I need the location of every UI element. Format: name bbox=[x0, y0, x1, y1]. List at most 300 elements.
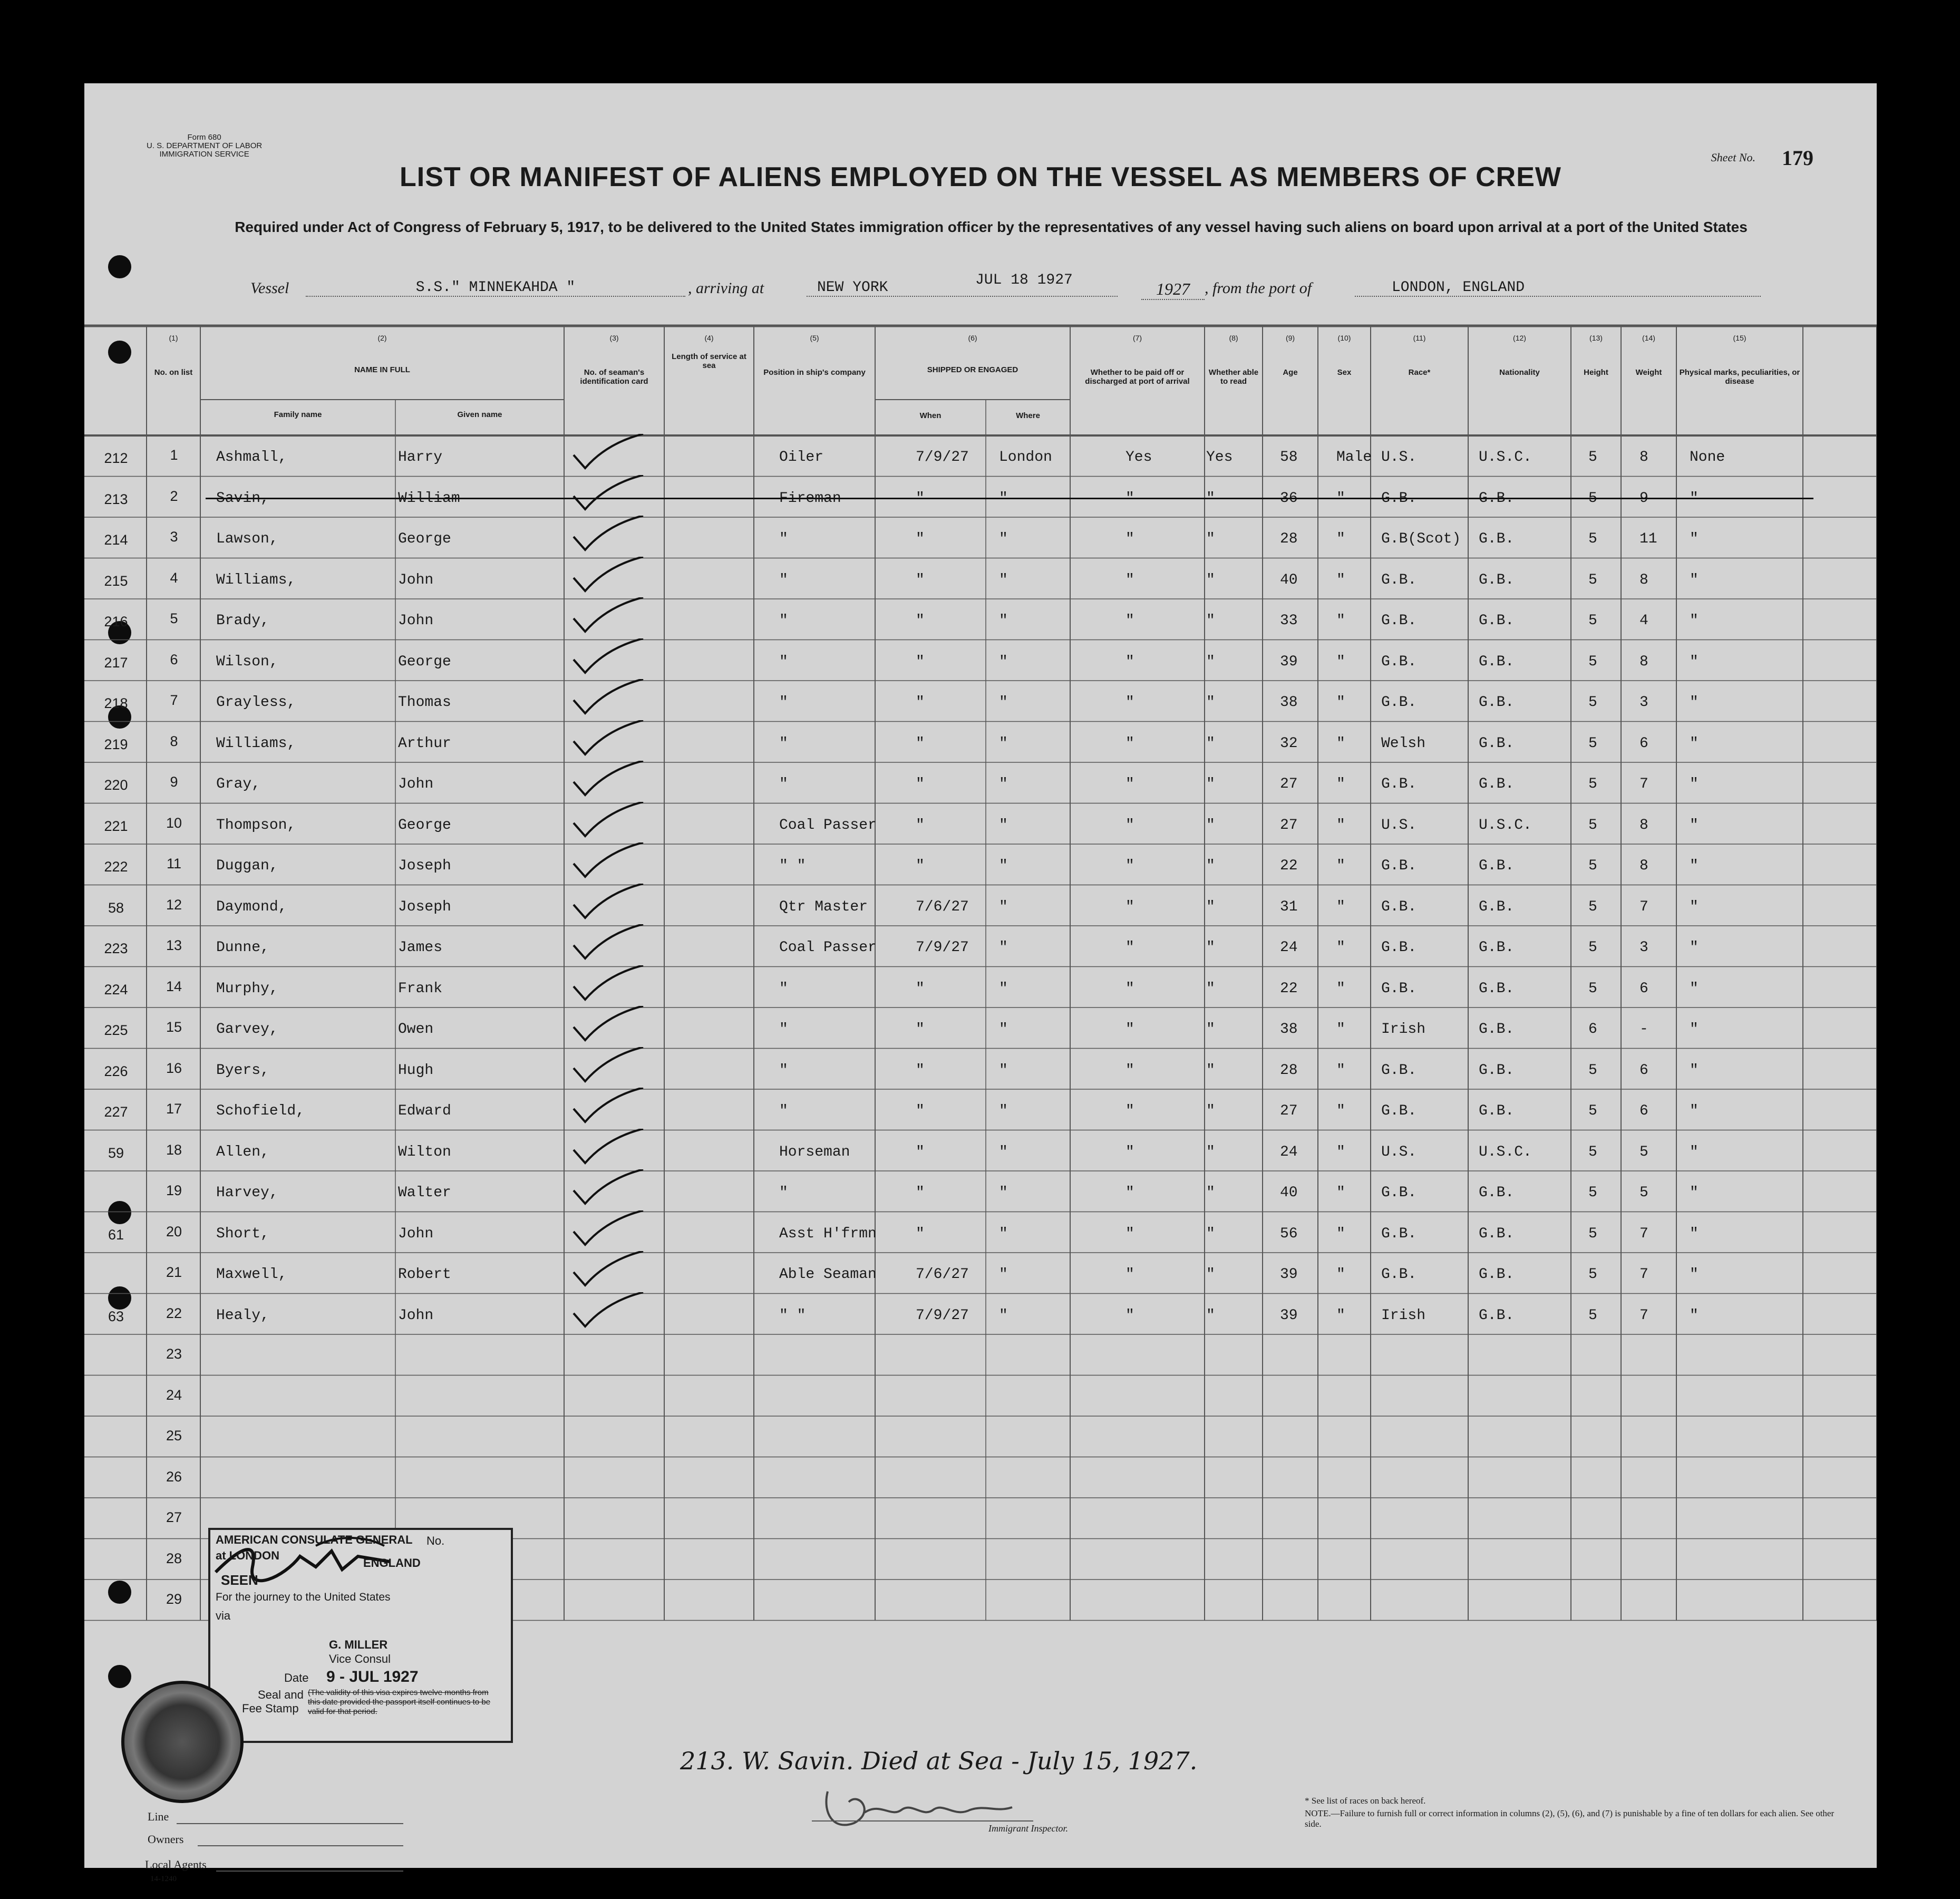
cell-age: 28 bbox=[1280, 531, 1298, 547]
cell-family: Maxwell, bbox=[216, 1266, 287, 1283]
cell-paid: " bbox=[1125, 1144, 1134, 1160]
cell-position: " bbox=[779, 571, 788, 588]
cell-paid: " bbox=[1125, 1103, 1134, 1119]
cell-race: U.S. bbox=[1381, 817, 1417, 834]
cell-where: " bbox=[999, 1062, 1008, 1079]
cell-read: " bbox=[1206, 1225, 1215, 1242]
cell-position: " bbox=[779, 776, 788, 792]
cell-read: " bbox=[1206, 1021, 1215, 1038]
cell-given: Owen bbox=[398, 1021, 434, 1038]
cell-marks: " bbox=[1690, 490, 1699, 507]
stamp-officer: G. MILLER bbox=[329, 1638, 388, 1651]
cell-paid: " bbox=[1125, 613, 1134, 629]
cell-given: Joseph bbox=[398, 898, 451, 915]
checkmark-icon bbox=[569, 1210, 648, 1253]
cell-sex: " bbox=[1336, 1185, 1345, 1201]
cell-read: " bbox=[1206, 1307, 1215, 1324]
cell-marks: " bbox=[1690, 939, 1699, 956]
row-reference-number: 214 bbox=[104, 532, 128, 548]
cell-nat: G.B. bbox=[1479, 1307, 1515, 1324]
cell-read: " bbox=[1206, 858, 1215, 874]
agents-underline bbox=[216, 1871, 403, 1872]
column-header: Where bbox=[1016, 411, 1040, 420]
cell-read: " bbox=[1206, 735, 1215, 752]
checkmark-icon bbox=[569, 1006, 648, 1048]
stamp-validity: (The validity of this visa expires twelve months from this date provided the passport itself continues to be valid for that period. bbox=[308, 1688, 491, 1716]
column-header: No. of seaman's identification card bbox=[580, 368, 648, 386]
cell-sex: " bbox=[1336, 653, 1345, 670]
column-header: Position in ship's company bbox=[763, 368, 866, 377]
row-number: 7 bbox=[170, 692, 178, 708]
checkmark-icon bbox=[569, 516, 648, 558]
checkmark-icon bbox=[569, 884, 648, 926]
department: U. S. DEPARTMENT OF LABOR bbox=[147, 141, 263, 150]
cell-where: " bbox=[999, 1185, 1008, 1201]
cell-marks: " bbox=[1690, 1144, 1699, 1160]
cell-family: Schofield, bbox=[216, 1103, 305, 1119]
cell-height: 5 bbox=[1588, 1307, 1597, 1324]
cell-when: 7/9/27 bbox=[916, 449, 969, 466]
cell-sex: Male bbox=[1336, 449, 1372, 466]
cell-when: " bbox=[916, 653, 925, 670]
stamp-seen: SEEN bbox=[221, 1572, 258, 1588]
sheet-label: Sheet No. bbox=[1711, 151, 1755, 164]
row-reference-number: 220 bbox=[104, 777, 128, 793]
cell-height: 5 bbox=[1588, 1144, 1597, 1160]
column-header: Nationality bbox=[1499, 368, 1540, 377]
cell-family: Byers, bbox=[216, 1062, 269, 1079]
column-number: (6) bbox=[968, 334, 977, 342]
cell-given: John bbox=[398, 613, 434, 629]
cell-marks: " bbox=[1690, 1103, 1699, 1119]
column-number: (8) bbox=[1229, 334, 1238, 342]
cell-marks: " bbox=[1690, 531, 1699, 547]
cell-marks: " bbox=[1690, 1266, 1699, 1283]
cell-age: 24 bbox=[1280, 1144, 1298, 1160]
cell-where: " bbox=[999, 1021, 1008, 1038]
line-underline bbox=[177, 1823, 403, 1824]
cell-sex: " bbox=[1336, 1021, 1345, 1038]
cell-height: 5 bbox=[1588, 1185, 1597, 1201]
cell-when: " bbox=[916, 613, 925, 629]
cell-weight: 7 bbox=[1639, 776, 1648, 792]
cell-marks: " bbox=[1690, 571, 1699, 588]
row-number: 9 bbox=[170, 774, 178, 790]
cell-height: 5 bbox=[1588, 1266, 1597, 1283]
cell-family: Duggan, bbox=[216, 858, 278, 874]
row-number: 1 bbox=[170, 447, 178, 463]
cell-position: " " bbox=[779, 858, 806, 874]
cell-weight: 8 bbox=[1639, 858, 1648, 874]
row-number: 15 bbox=[166, 1019, 182, 1035]
checkmark-icon bbox=[569, 557, 648, 599]
column-header: Physical marks, peculiarities, or disease bbox=[1679, 368, 1800, 386]
cell-paid: " bbox=[1125, 490, 1134, 507]
row-number: 26 bbox=[166, 1468, 182, 1485]
cell-position: " bbox=[779, 735, 788, 752]
cell-read: Yes bbox=[1206, 449, 1233, 466]
cell-age: 36 bbox=[1280, 490, 1298, 507]
column-number: (10) bbox=[1337, 334, 1351, 342]
cell-age: 28 bbox=[1280, 1062, 1298, 1079]
cell-height: 5 bbox=[1588, 776, 1597, 792]
cell-race: G.B. bbox=[1381, 898, 1417, 915]
cell-weight: 6 bbox=[1639, 1103, 1648, 1119]
cell-family: Short, bbox=[216, 1225, 269, 1242]
cell-race: G.B. bbox=[1381, 571, 1417, 588]
cell-weight: 8 bbox=[1639, 449, 1648, 466]
column-number: (15) bbox=[1733, 334, 1746, 342]
row-number: 22 bbox=[166, 1305, 182, 1321]
form-number: Form 680 bbox=[187, 133, 221, 142]
row-number: 25 bbox=[166, 1428, 182, 1443]
cell-position: Asst H'frmn bbox=[779, 1225, 877, 1242]
cell-family: Murphy, bbox=[216, 980, 278, 997]
stamp-consulate: AMERICAN CONSULATE GENERAL bbox=[216, 1533, 413, 1546]
column-number: (14) bbox=[1642, 334, 1655, 342]
cell-weight: 7 bbox=[1639, 898, 1648, 915]
cell-given: John bbox=[398, 776, 434, 792]
cell-read: " bbox=[1206, 1103, 1215, 1119]
cell-given: George bbox=[398, 817, 451, 834]
cell-family: Grayless, bbox=[216, 694, 296, 711]
cell-race: G.B. bbox=[1381, 694, 1417, 711]
row-number: 16 bbox=[166, 1060, 182, 1076]
checkmark-icon bbox=[569, 475, 648, 517]
cell-given: Edward bbox=[398, 1103, 451, 1119]
cell-age: 40 bbox=[1280, 571, 1298, 588]
cell-read: " bbox=[1206, 531, 1215, 547]
cell-position: Qtr Master bbox=[779, 898, 868, 915]
cell-where: " bbox=[999, 735, 1008, 752]
column-number: (9) bbox=[1285, 334, 1295, 342]
cell-paid: " bbox=[1125, 1266, 1134, 1283]
cell-given: Frank bbox=[398, 980, 443, 997]
cell-sex: " bbox=[1336, 1103, 1345, 1119]
cell-height: 5 bbox=[1588, 571, 1597, 588]
column-number: (7) bbox=[1132, 334, 1142, 342]
cell-paid: " bbox=[1125, 1062, 1134, 1079]
consulate-seal-icon bbox=[121, 1681, 244, 1803]
cell-when: " bbox=[916, 1103, 925, 1119]
cell-race: G.B. bbox=[1381, 858, 1417, 874]
cell-paid: " bbox=[1125, 571, 1134, 588]
inspector-underline bbox=[812, 1820, 1033, 1822]
vessel-label: Vessel bbox=[250, 279, 289, 297]
cell-paid: Yes bbox=[1125, 449, 1152, 466]
cell-read: " bbox=[1206, 980, 1215, 997]
row-number: 13 bbox=[166, 937, 182, 953]
cell-nat: G.B. bbox=[1479, 776, 1515, 792]
column-number: (3) bbox=[609, 334, 619, 342]
cell-nat: G.B. bbox=[1479, 1103, 1515, 1119]
cell-given: John bbox=[398, 1307, 434, 1324]
row-number: 28 bbox=[166, 1550, 182, 1566]
cell-race: G.B. bbox=[1381, 490, 1417, 507]
cell-position: Able Seaman bbox=[779, 1266, 877, 1283]
cell-race: Welsh bbox=[1381, 735, 1426, 752]
cell-sex: " bbox=[1336, 776, 1345, 792]
cell-position: " bbox=[779, 1185, 788, 1201]
cell-weight: 5 bbox=[1639, 1144, 1648, 1160]
penalty-note: NOTE.—Failure to furnish full or correct information in columns (2), (5), (6), and (7) is punishable by a fine of ten dollars for each alien. See other side. bbox=[1305, 1808, 1835, 1829]
cell-position: " bbox=[779, 1021, 788, 1038]
cell-when: " bbox=[916, 776, 925, 792]
cell-position: " bbox=[779, 1103, 788, 1119]
column-number: (5) bbox=[810, 334, 819, 342]
cell-given: Arthur bbox=[398, 735, 451, 752]
cell-when: " bbox=[916, 694, 925, 711]
cell-marks: " bbox=[1690, 735, 1699, 752]
cell-sex: " bbox=[1336, 694, 1345, 711]
cell-when: " bbox=[916, 858, 925, 874]
cell-marks: " bbox=[1690, 776, 1699, 792]
cell-sex: " bbox=[1336, 858, 1345, 874]
stamp-fee-label: Fee Stamp bbox=[242, 1702, 299, 1715]
cell-given: Harry bbox=[398, 449, 443, 466]
cell-sex: " bbox=[1336, 1266, 1345, 1283]
strike-through-line bbox=[206, 498, 1813, 499]
cell-given: William bbox=[398, 490, 460, 507]
cell-race: Irish bbox=[1381, 1307, 1426, 1324]
cell-age: 58 bbox=[1280, 449, 1298, 466]
cell-height: 5 bbox=[1588, 1225, 1597, 1242]
checkmark-icon bbox=[569, 638, 648, 681]
cell-race: U.S. bbox=[1381, 449, 1417, 466]
row-reference-number: 213 bbox=[104, 491, 128, 507]
service-name: IMMIGRATION SERVICE bbox=[159, 150, 249, 159]
cell-where: " bbox=[999, 653, 1008, 670]
cell-family: Dunne, bbox=[216, 939, 269, 956]
row-reference-number: 221 bbox=[104, 818, 128, 834]
inspector-label: Immigrant Inspector. bbox=[988, 1823, 1068, 1834]
column-header: Sex bbox=[1337, 368, 1352, 377]
checkmark-icon bbox=[569, 761, 648, 803]
cell-sex: " bbox=[1336, 735, 1345, 752]
cell-nat: G.B. bbox=[1479, 1266, 1515, 1283]
cell-race: Irish bbox=[1381, 1021, 1426, 1038]
row-number: 4 bbox=[170, 569, 178, 586]
cell-where: " bbox=[999, 1225, 1008, 1242]
column-header: Weight bbox=[1635, 368, 1662, 377]
cell-given: John bbox=[398, 571, 434, 588]
cell-position: " bbox=[779, 694, 788, 711]
cell-given: Joseph bbox=[398, 858, 451, 874]
owners-underline bbox=[198, 1845, 403, 1846]
cell-position: " bbox=[779, 980, 788, 997]
cell-sex: " bbox=[1336, 490, 1345, 507]
cell-nat: U.S.C. bbox=[1479, 449, 1532, 466]
cell-height: 5 bbox=[1588, 653, 1597, 670]
cell-height: 5 bbox=[1588, 613, 1597, 629]
cell-marks: " bbox=[1690, 817, 1699, 834]
cell-height: 5 bbox=[1588, 531, 1597, 547]
cell-read: " bbox=[1206, 653, 1215, 670]
cell-paid: " bbox=[1125, 1225, 1134, 1242]
cell-read: " bbox=[1206, 1266, 1215, 1283]
cell-where: " bbox=[999, 1307, 1008, 1324]
checkmark-icon bbox=[569, 1047, 648, 1089]
cell-weight: 3 bbox=[1639, 694, 1648, 711]
cell-when: 7/6/27 bbox=[916, 898, 969, 915]
cell-weight: 7 bbox=[1639, 1307, 1648, 1324]
cell-age: 56 bbox=[1280, 1225, 1298, 1242]
cell-weight: 5 bbox=[1639, 1185, 1648, 1201]
cell-given: Walter bbox=[398, 1185, 451, 1201]
consulate-stamp bbox=[208, 1528, 513, 1743]
cell-paid: " bbox=[1125, 531, 1134, 547]
cell-race: G.B. bbox=[1381, 1103, 1417, 1119]
cell-where: " bbox=[999, 613, 1008, 629]
cell-age: 32 bbox=[1280, 735, 1298, 752]
cell-family: Allen, bbox=[216, 1144, 269, 1160]
cell-position: " bbox=[779, 613, 788, 629]
column-header: Whether to be paid off or discharged at port of arrival bbox=[1085, 368, 1190, 386]
cell-weight: 8 bbox=[1639, 571, 1648, 588]
checkmark-icon bbox=[569, 1169, 648, 1212]
cell-weight: 8 bbox=[1639, 817, 1648, 834]
row-number: 23 bbox=[166, 1346, 182, 1362]
cell-read: " bbox=[1206, 1144, 1215, 1160]
cell-read: " bbox=[1206, 776, 1215, 792]
cell-paid: " bbox=[1125, 694, 1134, 711]
row-reference-number: 215 bbox=[104, 573, 128, 589]
cell-height: 5 bbox=[1588, 449, 1597, 466]
cell-paid: " bbox=[1125, 817, 1134, 834]
vessel-name: S.S." MINNEKAHDA " bbox=[306, 279, 685, 297]
cell-when: " bbox=[916, 531, 925, 547]
cell-sex: " bbox=[1336, 980, 1345, 997]
cell-where: " bbox=[999, 571, 1008, 588]
cell-read: " bbox=[1206, 613, 1215, 629]
cell-where: " bbox=[999, 898, 1008, 915]
row-reference-number: 59 bbox=[108, 1145, 124, 1161]
cell-given: Wilton bbox=[398, 1144, 451, 1160]
cell-position: Horseman bbox=[779, 1144, 850, 1160]
column-number: (1) bbox=[169, 334, 178, 342]
cell-read: " bbox=[1206, 694, 1215, 711]
column-header: When bbox=[919, 411, 942, 420]
cell-marks: " bbox=[1690, 858, 1699, 874]
cell-given: George bbox=[398, 531, 451, 547]
cell-nat: G.B. bbox=[1479, 490, 1515, 507]
cell-height: 5 bbox=[1588, 735, 1597, 752]
cell-weight: 11 bbox=[1639, 531, 1657, 547]
cell-nat: G.B. bbox=[1479, 939, 1515, 956]
checkmark-icon bbox=[569, 924, 648, 966]
row-number: 17 bbox=[166, 1101, 182, 1117]
cell-paid: " bbox=[1125, 1307, 1134, 1324]
stamp-via: via bbox=[216, 1609, 231, 1622]
cell-race: G.B. bbox=[1381, 939, 1417, 956]
cell-where: " bbox=[999, 980, 1008, 997]
row-reference-number: 219 bbox=[104, 736, 128, 752]
cell-age: 27 bbox=[1280, 776, 1298, 792]
agents-label: Local Agents bbox=[145, 1858, 207, 1871]
cell-when: " bbox=[916, 1144, 925, 1160]
column-header: Given name bbox=[457, 410, 502, 419]
page-title: LIST OR MANIFEST OF ALIENS EMPLOYED ON THE VESSEL AS MEMBERS OF CREW bbox=[400, 162, 1561, 192]
stamp-city: at LONDON bbox=[216, 1549, 279, 1562]
cell-family: Thompson, bbox=[216, 817, 296, 834]
cell-height: 5 bbox=[1588, 817, 1597, 834]
cell-read: " bbox=[1206, 817, 1215, 834]
row-number: 8 bbox=[170, 733, 178, 749]
cell-given: Thomas bbox=[398, 694, 451, 711]
cell-race: U.S. bbox=[1381, 1144, 1417, 1160]
column-number: (4) bbox=[704, 334, 714, 342]
from-label: , from the port of bbox=[1205, 279, 1312, 297]
cell-weight: 8 bbox=[1639, 653, 1648, 670]
arriving-label: , arriving at bbox=[688, 279, 764, 297]
checkmark-icon bbox=[569, 1088, 648, 1130]
cell-where: London bbox=[999, 449, 1052, 466]
cell-age: 33 bbox=[1280, 613, 1298, 629]
row-number: 2 bbox=[170, 488, 178, 504]
stamp-date: 9 - JUL 1927 bbox=[326, 1668, 419, 1685]
cell-race: G.B. bbox=[1381, 653, 1417, 670]
cell-family: Brady, bbox=[216, 613, 269, 629]
cell-race: G.B(Scot) bbox=[1381, 531, 1461, 547]
cell-sex: " bbox=[1336, 613, 1345, 629]
cell-height: 6 bbox=[1588, 1021, 1597, 1038]
cell-when: " bbox=[916, 490, 925, 507]
cell-when: " bbox=[916, 1021, 925, 1038]
cell-read: " bbox=[1206, 571, 1215, 588]
column-header: NAME IN FULL bbox=[354, 365, 410, 374]
cell-when: " bbox=[916, 571, 925, 588]
cell-nat: G.B. bbox=[1479, 980, 1515, 997]
cell-position: " bbox=[779, 531, 788, 547]
cell-age: 22 bbox=[1280, 858, 1298, 874]
stamp-country: ENGLAND bbox=[363, 1556, 421, 1569]
cell-family: Healy, bbox=[216, 1307, 269, 1324]
cell-nat: G.B. bbox=[1479, 613, 1515, 629]
row-reference-number: 58 bbox=[108, 899, 124, 916]
column-header: Family name bbox=[274, 410, 322, 419]
checkmark-icon bbox=[569, 842, 648, 885]
checkmark-icon bbox=[569, 679, 648, 721]
cell-nat: G.B. bbox=[1479, 653, 1515, 670]
cell-paid: " bbox=[1125, 776, 1134, 792]
cell-sex: " bbox=[1336, 531, 1345, 547]
cell-sex: " bbox=[1336, 817, 1345, 834]
arrival-year: 1927 bbox=[1141, 279, 1205, 300]
cell-position: Fireman bbox=[779, 490, 841, 507]
cell-nat: G.B. bbox=[1479, 735, 1515, 752]
handwritten-death-note: 213. W. Savin. Died at Sea - July 15, 1927. bbox=[680, 1747, 1198, 1775]
cell-nat: G.B. bbox=[1479, 1185, 1515, 1201]
row-reference-number: 217 bbox=[104, 654, 128, 671]
column-header: Age bbox=[1283, 368, 1298, 377]
cell-age: 27 bbox=[1280, 817, 1298, 834]
row-reference-number: 226 bbox=[104, 1063, 128, 1079]
cell-height: 5 bbox=[1588, 980, 1597, 997]
cell-race: G.B. bbox=[1381, 980, 1417, 997]
row-reference-number: 222 bbox=[104, 859, 128, 875]
cell-age: 39 bbox=[1280, 1307, 1298, 1324]
stamp-officer-title: Vice Consul bbox=[329, 1652, 391, 1665]
cell-where: " bbox=[999, 858, 1008, 874]
row-number: 18 bbox=[166, 1141, 182, 1158]
checkmark-icon bbox=[569, 720, 648, 762]
column-header: No. on list bbox=[154, 368, 193, 377]
column-header: Length of service at sea bbox=[672, 352, 746, 370]
cell-weight: 4 bbox=[1639, 613, 1648, 629]
cell-nat: U.S.C. bbox=[1479, 817, 1532, 834]
cell-nat: G.B. bbox=[1479, 531, 1515, 547]
column-number: (12) bbox=[1513, 334, 1526, 342]
